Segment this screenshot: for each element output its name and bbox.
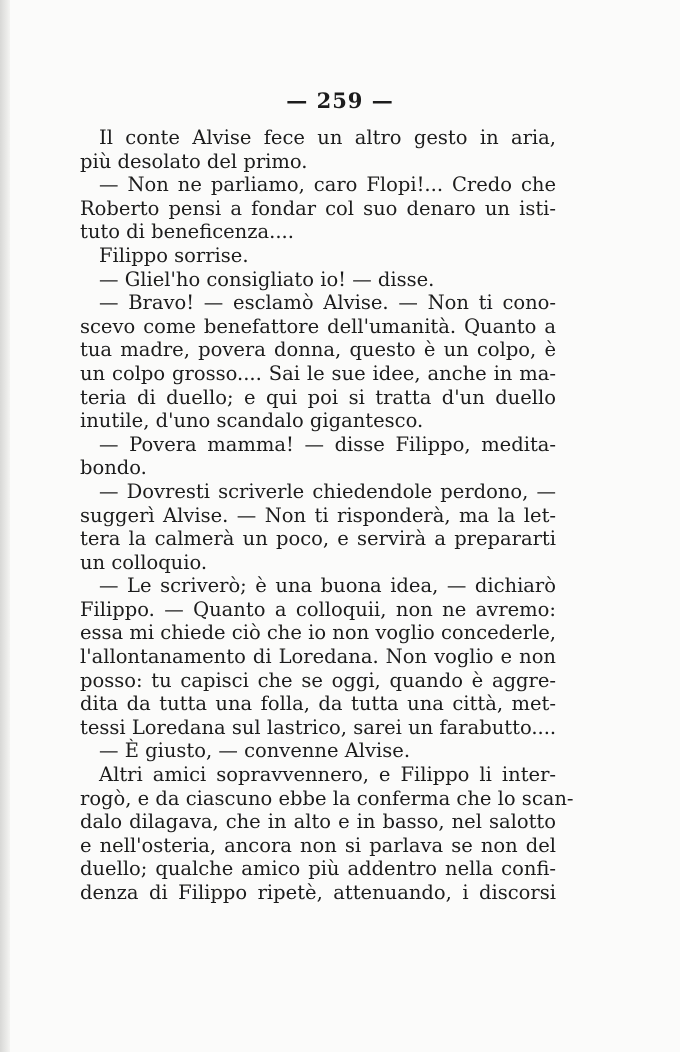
text-line: suggerì Alvise. — Non ti risponderà, ma la let- xyxy=(80,503,556,527)
text-line: — Le scriverò; è una buona idea, — dichiarò xyxy=(99,574,556,598)
text-line: tuto di beneficenza.... xyxy=(80,220,294,244)
text-line: duello; qualche amico più addentro nella confi- xyxy=(80,857,556,881)
text-line: un colpo grosso.... Sai le sue idee, anche in ma- xyxy=(80,361,556,385)
text-line: dita da tutta una folla, da tutta una città, met- xyxy=(80,692,556,716)
text-line: l'allontanamento di Loredana. Non voglio e non xyxy=(80,645,556,669)
text-line: denza di Filippo ripetè, attenuando, i discorsi xyxy=(80,881,556,904)
text-line: — È giusto, — convenne Alvise. xyxy=(99,739,411,763)
text-line: Altri amici sopravvennero, e Filippo li inter- xyxy=(99,763,556,787)
text-line: Filippo sorrise. xyxy=(99,243,249,267)
text-line: tua madre, povera donna, questo è un colpo, è xyxy=(80,338,556,362)
text-line: — Gliel'ho consigliato io! — disse. xyxy=(99,267,435,291)
body-text xyxy=(80,126,574,905)
text-line: tera la calmerà un poco, e servirà a prepararti xyxy=(80,527,556,551)
text-line: tessi Loredana sul lastrico, sarei un farabutto.... xyxy=(80,715,557,739)
text-line: bondo. xyxy=(80,456,147,480)
text-line: Filippo. — Quanto a colloquii, non ne avremo: xyxy=(80,597,556,621)
text-line: un colloquio. xyxy=(80,550,208,574)
text-line: essa mi chiede ciò che io non voglio concederle, xyxy=(80,621,556,645)
text-line: posso: tu capisci che se oggi, quando è aggre- xyxy=(80,668,556,692)
text-line: — Non ne parliamo, caro Flopi!... Credo che xyxy=(99,173,556,197)
text-line: Il conte Alvise fece un altro gesto in aria, xyxy=(99,126,556,149)
text-line: — Dovresti scriverle chiedendole perdono, — xyxy=(99,479,556,503)
page-number: — 259 — xyxy=(286,88,394,113)
page-gutter-shadow xyxy=(0,0,10,1052)
text-line: più desolato del primo. xyxy=(80,149,308,173)
text-line: dalo dilagava, che in alto e in basso, nel salotto xyxy=(80,810,556,834)
text-line: rogò, e da ciascuno ebbe la conferma che lo scan- xyxy=(80,786,574,810)
text-line: e nell'osteria, ancora non si parlava se non del xyxy=(80,833,556,857)
text-line: inutile, d'uno scandalo gigantesco. xyxy=(80,409,424,433)
text-line: — Povera mamma! — disse Filippo, medita- xyxy=(99,432,556,456)
text-line: scevo come benefattore dell'umanità. Quanto a xyxy=(80,314,556,338)
text-line: Roberto pensi a fondar col suo denaro un isti- xyxy=(80,196,556,220)
text-line: — Bravo! — esclamò Alvise. — Non ti cono- xyxy=(99,291,556,315)
text-line: teria di duello; e qui poi si tratta d'un duello xyxy=(80,385,556,409)
